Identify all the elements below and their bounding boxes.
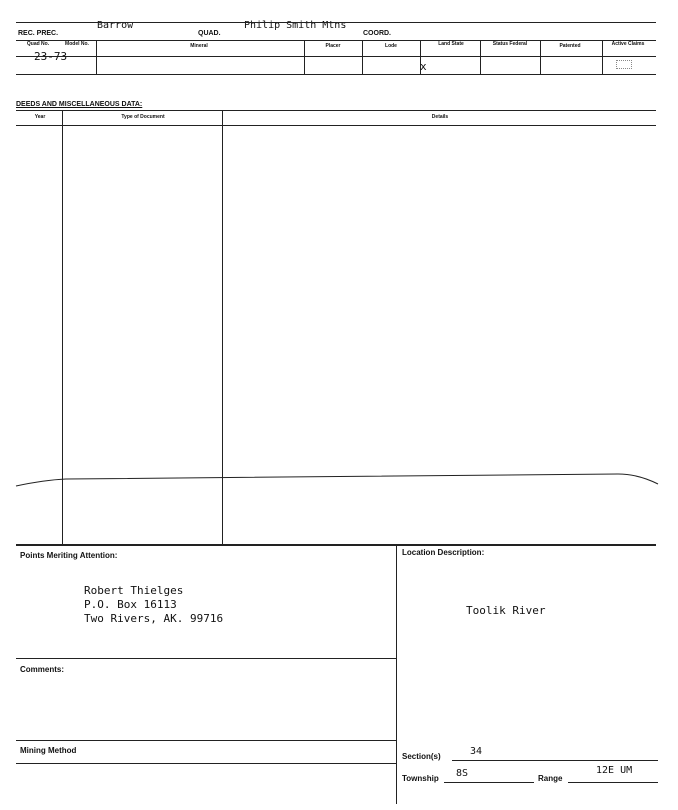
col-mineral: Mineral [190, 43, 208, 49]
col-divider-patented [540, 40, 541, 74]
quad-model-value: 23-73 [34, 50, 68, 63]
col-divider-mineral [96, 40, 97, 74]
location-label: Location Description: [402, 548, 485, 557]
deeds-col-type: Type of Document [121, 114, 165, 120]
col-header-rule [16, 56, 656, 57]
coord-label: COORD. [363, 30, 391, 37]
range-value: 12E UM [596, 765, 633, 776]
section-label: Section(s) [402, 752, 441, 761]
location-value: Toolik River [466, 604, 546, 617]
township-value: 8S [456, 768, 469, 779]
col-land-state: Land State [438, 41, 464, 47]
deeds-bottom-rule [16, 544, 656, 546]
range-line [568, 782, 658, 783]
land-state-mark: x [420, 60, 427, 73]
deeds-section-title: DEEDS AND MISCELLANEOUS DATA: [16, 101, 143, 108]
col-divider-lode [362, 40, 363, 74]
mining-bottom-rule [16, 763, 396, 764]
points-address: Robert Thielges P.O. Box 16113 Two Rivers, AK. 99716 [84, 584, 224, 625]
active-claims-smudge [616, 60, 632, 69]
points-label: Points Meriting Attention: [20, 551, 118, 560]
col-divider-federal [480, 40, 481, 74]
section-line [452, 760, 658, 761]
col-model-no: Model No. [65, 41, 89, 47]
quad-label: QUAD. [198, 30, 221, 37]
deeds-col-year: Year [34, 114, 46, 120]
mining-label: Mining Method [20, 746, 77, 755]
range-label: Range [538, 774, 563, 783]
section-value: 34 [470, 746, 483, 757]
header-rule [16, 40, 656, 41]
deeds-top-rule [16, 110, 656, 111]
col-patented: Patented [559, 43, 581, 49]
top-rule [16, 22, 656, 23]
col-quad-no: Quad No. [26, 41, 50, 47]
col-active-claims: Active Claims [611, 41, 645, 47]
lower-divider [396, 544, 397, 804]
col-status-federal: Status Federal [492, 41, 528, 47]
quad-value: Philip Smith Mtns [244, 20, 347, 31]
col-lode: Lode [385, 43, 397, 49]
township-label: Township [402, 774, 439, 783]
comments-label: Comments: [20, 665, 65, 674]
rec-prec-label: REC. PREC. [18, 30, 59, 37]
deeds-header-rule [16, 125, 656, 126]
comments-rule [16, 658, 396, 659]
deeds-col-details: Details [431, 114, 449, 120]
col-divider-placer [304, 40, 305, 74]
township-line [444, 782, 534, 783]
col-divider-active [602, 40, 603, 74]
col-placer: Placer [325, 43, 341, 49]
row-bottom-rule [16, 74, 656, 75]
page-fold-line [14, 466, 660, 496]
mining-rule [16, 740, 396, 741]
rec-prec-value: Barrow [97, 20, 134, 31]
